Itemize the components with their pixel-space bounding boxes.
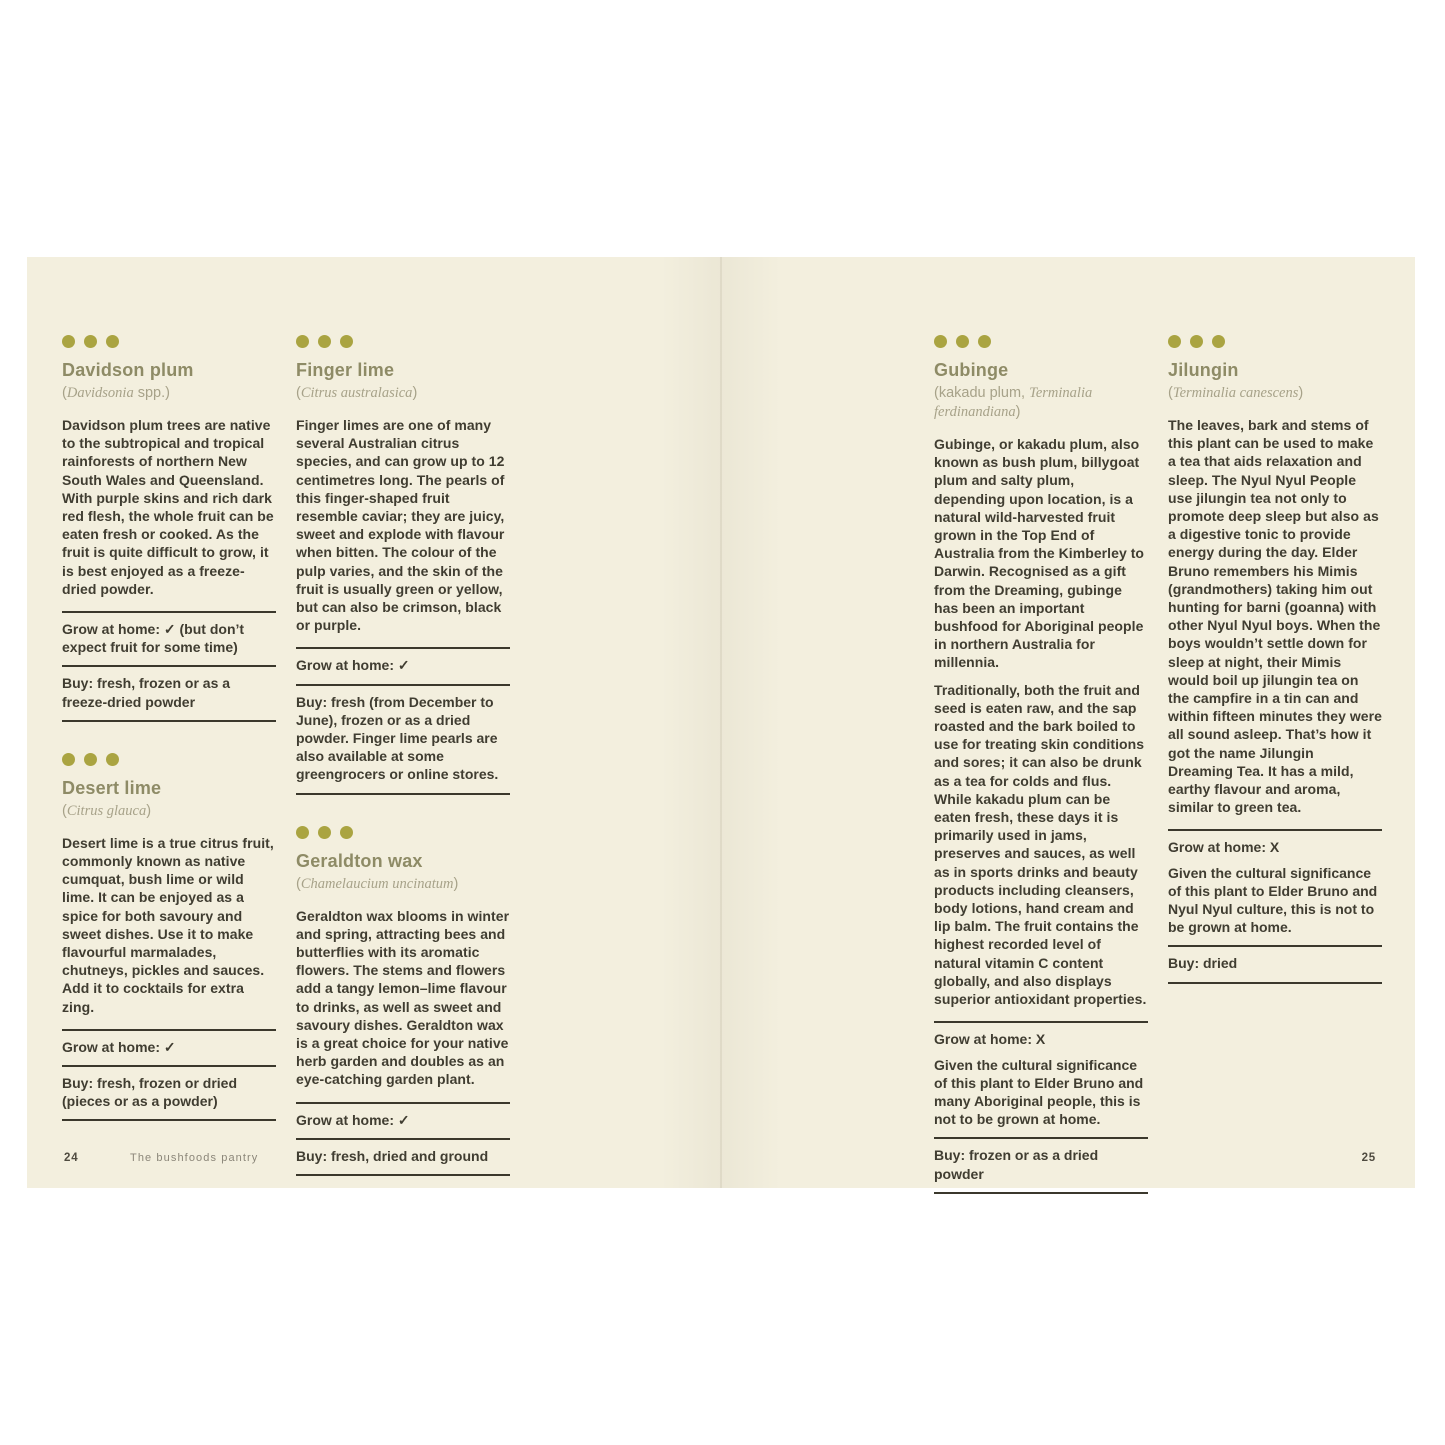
fact-box	[934, 1021, 1148, 1193]
grow-at-home-line: Grow at home: X	[1168, 839, 1280, 856]
right-column-2	[1168, 335, 1382, 1194]
olive-dot-icon	[106, 753, 119, 766]
right-column-1	[934, 335, 1148, 1194]
page-left	[27, 257, 721, 1188]
olive-dot-icon	[340, 335, 353, 348]
olive-dot-icon	[62, 335, 75, 348]
fact-box	[1168, 829, 1382, 983]
running-footer-label: The bushfoods pantry	[130, 1152, 259, 1164]
olive-dot-icon	[318, 335, 331, 348]
grow-at-home-row	[62, 1031, 276, 1065]
entry-scientific-name	[296, 875, 510, 894]
scientific-name-italic: Terminalia canescens	[1172, 385, 1299, 401]
entry-scientific-name	[1168, 384, 1382, 403]
left-page-columns	[62, 335, 510, 1176]
book-spread	[27, 257, 1415, 1188]
rating-dots	[1168, 335, 1382, 348]
rating-dots	[62, 335, 276, 348]
olive-dot-icon	[934, 335, 947, 348]
grow-at-home-line: Grow at home: ✓	[62, 1038, 176, 1055]
buy-row: Buy: dried	[1168, 955, 1238, 972]
entry-desert-lime	[62, 753, 276, 1122]
grow-at-home-note: Given the cultural significance of this plant to Elder Bruno and Nyul Nyul culture, this is not to be grown at home.	[1168, 864, 1378, 936]
horizontal-rule	[934, 1192, 1148, 1194]
page-right	[721, 257, 1415, 1188]
olive-dot-icon	[84, 753, 97, 766]
buy-row: Buy: fresh (from December to June), frozen or as a dried powder. Finger lime pearls are also available at some greengrocers or online stores.	[296, 693, 499, 783]
entry-paragraph: Traditionally, both the fruit and seed is eaten raw, and the sap roasted and the bark boiled to use for treating skin conditions and sores; it can also be drunk as a tea for colds and flus. While kakadu plum can be eaten fresh, these days it is primarily used in jams, preserves and sauces, as well as in sports drinks and beauty products including cleansers, body lotions, hand cream and lip balm. The fruit contains the highest recorded level of natural vitamin C content globally, and also displays superior antioxidant properties.	[934, 681, 1147, 1008]
entry-paragraph: Finger limes are one of many several Australian citrus species, and can grow up to 12 centimetres long. The pearls of this finger-shaped fruit resemble caviar; they are juicy, sweet and explode with flavour when bitten. The colour of the pulp varies, and the skin of the fruit is usually green or yellow, but can also be crimson, black or purple.	[296, 417, 505, 634]
olive-dot-icon	[296, 826, 309, 839]
grow-at-home-row	[296, 649, 510, 683]
subtitle-text: (	[1168, 385, 1173, 401]
grow-at-home-line: Grow at home: ✓	[296, 1111, 410, 1128]
entry-gubinge	[934, 335, 1148, 1194]
entry-title: Geraldton wax	[296, 850, 423, 871]
grow-at-home-line: Grow at home: ✓ (but don’t expect fruit for some time)	[62, 621, 245, 656]
grow-at-home-row	[934, 1023, 1148, 1137]
horizontal-rule	[62, 1119, 276, 1121]
entry-title: Desert lime	[62, 777, 162, 798]
subtitle-text: (	[62, 385, 67, 401]
rating-dots	[62, 753, 276, 766]
entry-finger-lime	[296, 335, 510, 795]
page-number-right: 25	[1361, 1152, 1376, 1164]
olive-dot-icon	[1190, 335, 1203, 348]
grow-at-home-line: Grow at home: ✓	[296, 657, 410, 674]
entry-geraldton-wax	[296, 826, 510, 1176]
entry-title: Finger lime	[296, 360, 395, 380]
scientific-name-italic: Citrus glauca	[66, 802, 147, 819]
left-column-2	[296, 335, 510, 1176]
olive-dot-icon	[340, 826, 353, 839]
olive-dot-icon	[84, 335, 97, 348]
entry-jilungin	[1168, 335, 1382, 984]
horizontal-rule	[1168, 982, 1382, 984]
scientific-name-italic: Citrus australasica	[300, 385, 413, 401]
horizontal-rule	[62, 720, 276, 722]
scientific-name-italic: Davidsonia	[66, 385, 134, 401]
page-gutter	[720, 257, 722, 1188]
subtitle-text: )	[1298, 385, 1304, 401]
subtitle-text: spp.)	[133, 385, 170, 401]
subtitle-text: )	[412, 385, 418, 401]
right-page-columns	[934, 335, 1382, 1194]
olive-dot-icon	[318, 826, 331, 839]
buy-row: Buy: frozen or as a dried powder	[934, 1147, 1099, 1182]
grow-at-home-note: Given the cultural significance of this plant to Elder Bruno and many Aboriginal people, this is not to be grown at home.	[934, 1056, 1144, 1128]
page-number-left: 24	[64, 1152, 79, 1164]
olive-dot-icon	[956, 335, 969, 348]
olive-dot-icon	[978, 335, 991, 348]
grow-at-home-line: Grow at home: X	[934, 1031, 1046, 1048]
scientific-name-italic: Terminalia ferdinandiana	[934, 385, 1093, 420]
entry-title: Gubinge	[934, 360, 1009, 380]
entry-paragraph: Desert lime is a true citrus fruit, commonly known as native cumquat, bush lime or wild lime. It can be enjoyed as a spice for both savoury and sweet dishes. Use it to make flavourful marmalades, chutneys, pickles and sauces. Add it to cocktails for extra zing.	[62, 834, 274, 1015]
subtitle-text: (	[62, 802, 67, 819]
entry-paragraph: The leaves, bark and stems of this plant can be used to make a tea that aids relaxation and sleep. The Nyul Nyul People use jilungin tea not only to promote deep sleep but also as a digestive tonic to provide energy during the day. Elder Bruno remembers his Mimis (grandmothers) taking him out hunting for barni (goanna) with other Nyul Nyul boys. When the boys wouldn’t settle down for sleep at night, their Mimis would boil up jilungin tea on the campfire in a tin can and within fifteen minutes they were all sound asleep. That’s how it got the name Jilungin Dreaming Tea. It has a mild, earthy flavour and aroma, similar to green tea.	[1168, 417, 1382, 816]
subtitle-text: (	[296, 385, 301, 401]
fact-box	[62, 1029, 276, 1122]
subtitle-text: )	[146, 802, 152, 819]
rating-dots	[934, 335, 1148, 348]
olive-dot-icon	[296, 335, 309, 348]
fact-box	[62, 611, 276, 722]
entry-paragraph: Gubinge, or kakadu plum, also known as bush plum, billygoat plum and salty plum, depending upon location, is a natural wild-harvested fruit grown in the Top End of Australia from the Kimberley to Darwin. Recognised as a gift from the Dreaming, gubinge has been an important bushfood for Aboriginal people in northern Australia for millennia.	[934, 436, 1145, 671]
entry-scientific-name	[62, 384, 276, 403]
left-column-1	[62, 335, 276, 1176]
entry-scientific-name	[62, 802, 276, 821]
entry-title: Davidson plum	[62, 360, 194, 380]
olive-dot-icon	[62, 753, 75, 766]
olive-dot-icon	[1168, 335, 1181, 348]
entry-title: Jilungin	[1168, 360, 1239, 380]
entry-scientific-name	[934, 384, 1148, 422]
olive-dot-icon	[106, 335, 119, 348]
entry-scientific-name	[296, 384, 510, 403]
entry-paragraph: Geraldton wax blooms in winter and spring, attracting bees and butterflies with its aromatic flowers. The stems and flowers add a tangy lemon–lime flavour to drinks, as well as sweet and savoury dishes. Geraldton wax is a great choice for your native herb garden and doubles as an eye-catching garden plant.	[296, 907, 510, 1088]
subtitle-text: )	[453, 875, 459, 892]
buy-row: Buy: fresh, dried and ground	[296, 1147, 489, 1164]
fact-box	[296, 1102, 510, 1176]
subtitle-text: (	[296, 875, 301, 892]
fact-box	[296, 647, 510, 794]
rating-dots	[296, 826, 510, 839]
buy-row: Buy: fresh, frozen or dried (pieces or as a powder)	[62, 1075, 238, 1110]
entry-paragraph: Davidson plum trees are native to the subtropical and tropical rainforests of northern New South Wales and Queensland. With purple skins and rich dark red flesh, the whole fruit can be eaten fresh or cooked. As the fruit is quite difficult to grow, it is best enjoyed as a freeze-dried powder.	[62, 417, 274, 597]
rating-dots	[296, 335, 510, 348]
scientific-name-italic: Chamelaucium uncinatum	[300, 875, 454, 892]
grow-at-home-row	[296, 1104, 510, 1138]
horizontal-rule	[296, 793, 510, 795]
subtitle-text: (kakadu plum,	[934, 385, 1030, 401]
olive-dot-icon	[1212, 335, 1225, 348]
grow-at-home-row	[62, 613, 276, 665]
horizontal-rule	[296, 1174, 510, 1176]
entry-davidson-plum	[62, 335, 276, 722]
subtitle-text: )	[1015, 404, 1021, 420]
buy-row: Buy: fresh, frozen or as a freeze-dried powder	[62, 675, 231, 710]
grow-at-home-row	[1168, 831, 1382, 945]
